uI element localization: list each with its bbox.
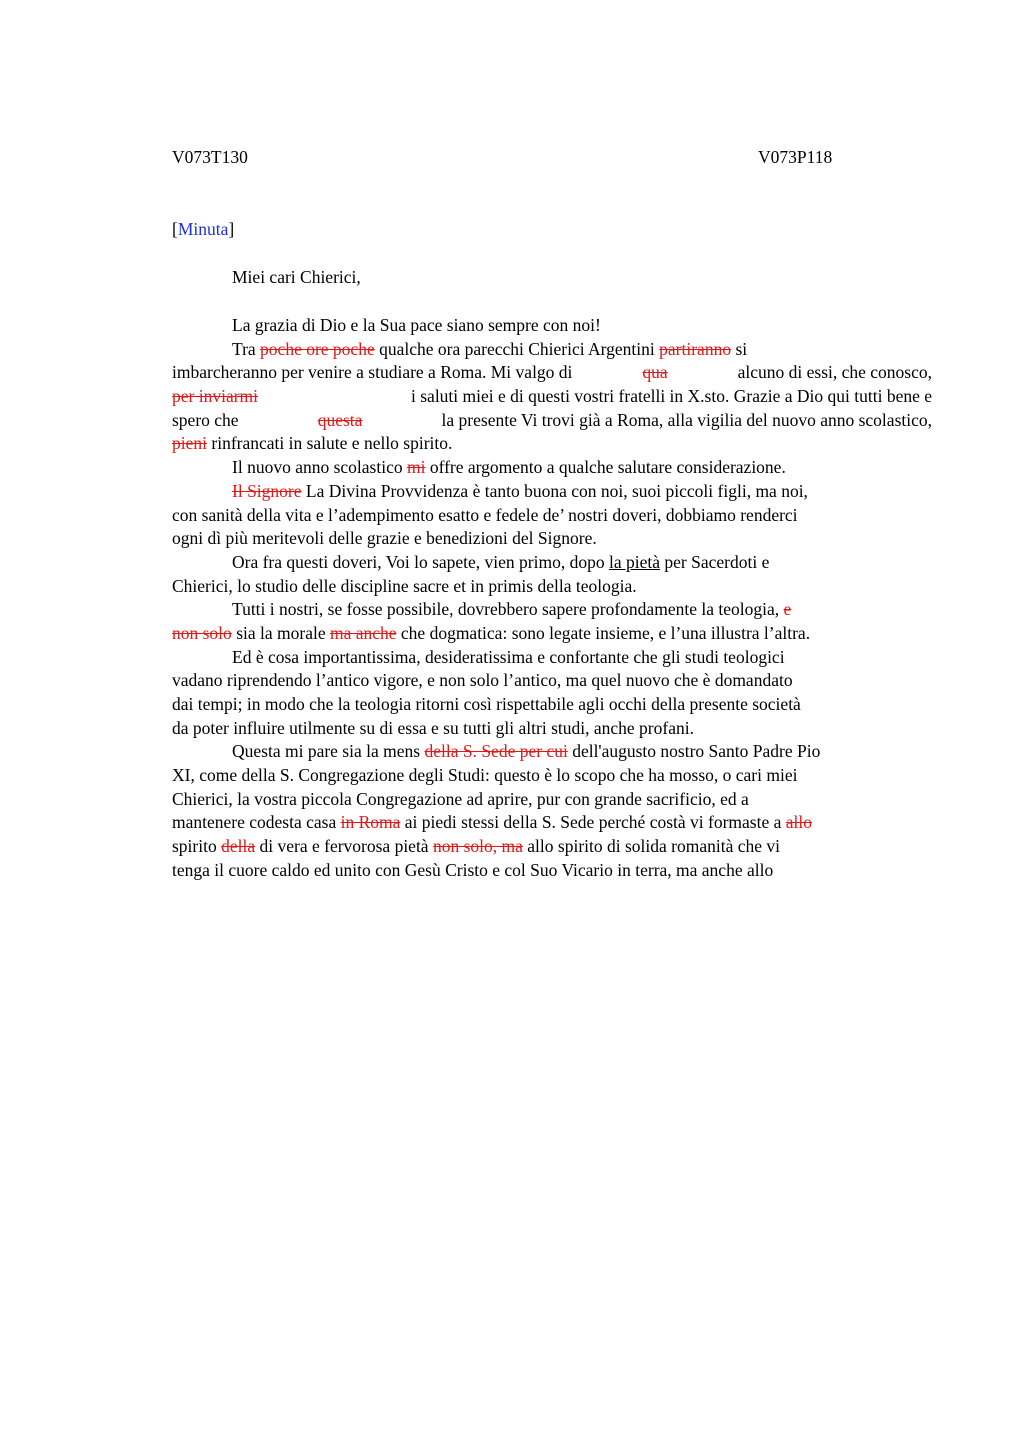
text-line [172,835,932,859]
text-line [172,575,932,599]
text-run: La grazia di Dio e la Sua pace siano sempre con noi! [232,315,601,335]
bracket-close: ] [228,219,235,239]
text-line [172,764,932,788]
deleted-text: non solo, ma [432,836,523,857]
deleted-text: ma anche [329,622,397,643]
deleted-text: Il Signore [232,480,302,501]
deleted-text: partiranno [659,338,732,359]
text-run: Ed è cosa importantissima, desideratissima e confortante che gli studi teologici [232,646,785,667]
text-run: ogni dì più meritevoli delle grazie e benedizioni del Signore. [172,528,597,549]
text-run: vadano riprendendo l’antico vigore, e non solo l’antico, ma quel nuovo che è domandato [172,670,793,691]
text-line [172,361,932,385]
text-line [172,527,932,551]
text-line [172,740,932,764]
deleted-text: questa [317,409,363,430]
text-line [172,811,932,835]
text-line [172,717,932,741]
text-line [172,432,932,456]
text-run: sia la morale [231,622,330,643]
deleted-text: pieni [172,433,207,454]
text-line [172,456,932,480]
text-run: offre argomento a qualche salutare considerazione. [425,457,786,478]
deleted-text: in Roma [340,812,401,833]
text-run: la presente Vi trovi già a Roma, alla vigilia del nuovo anno scolastico, [437,409,932,430]
text-run: alcuno di essi, che conosco, [733,362,932,383]
text-run: spero che [172,409,243,430]
text-run: per Sacerdoti e [660,551,770,572]
text-run: La Divina Provvidenza è tanto buona con noi, suoi piccoli figli, ma noi, [301,480,808,501]
text-run: Chierici, lo studio delle discipline sacre et in primis della teologia. [172,575,637,596]
text-run: Chierici, la vostra piccola Congregazione ad aprire, pur con grande sacrificio, ed a [172,788,749,809]
text-run: imbarcheranno per venire a studiare a Roma. Mi valgo di [172,362,577,383]
text-line [172,693,932,717]
text-line [172,504,932,528]
text-line [172,622,932,646]
text-line [172,409,932,433]
text-line [172,314,932,338]
text-run: ai piedi stessi della S. Sede perché costà vi formaste a [400,812,786,833]
deleted-text: poche ore poche [260,338,375,359]
deleted-text: qua [642,362,668,383]
underlined-text: la pietà [609,551,661,572]
letter-body [172,314,932,883]
deleted-text: allo [785,812,813,833]
text-run: da poter influire utilmente su di essa e su tutti gli altri studi, anche profani. [172,717,694,738]
text-line [172,598,932,622]
text-run: che dogmatica: sono legate insieme, e l’una illustra l’altra. [396,622,811,643]
text-run: XI, come della S. Congregazione degli Studi: questo è lo scopo che ha mosso, o cari miei [172,765,798,786]
deleted-text: per inviarmi [172,386,259,407]
text-run: Il nuovo anno scolastico [232,457,407,478]
text-run: qualche ora parecchi Chierici Argentini [374,338,660,359]
text-line [172,385,932,409]
text-run: mantenere codesta casa [172,812,341,833]
text-run: rinfrancati in salute e nello spirito. [207,433,453,454]
deleted-text: della S. Sede per cui [424,741,568,762]
text-line [172,480,932,504]
text-line [172,646,932,670]
deleted-text: mi [406,457,426,478]
text-run: Tutti i nostri, se fosse possibile, dovrebbero sapere profondamente la teologia, [232,599,784,620]
document-code-right: V073P118 [758,147,833,167]
text-run: si [731,338,748,359]
deleted-text: della [221,836,256,857]
text-line [172,338,932,362]
minuta-text: Minuta [177,219,229,239]
text-run: allo spirito di solida romanità che vi [522,836,781,857]
text-run: con sanità della vita e l’adempimento esatto e fedele de’ nostri doveri, dobbiamo renderci [172,504,798,525]
text-line [172,859,932,883]
text-line [172,669,932,693]
document-code-left: V073T130 [172,147,248,167]
text-run: tenga il cuore caldo ed unito con Gesù Cristo e col Suo Vicario in terra, ma anche allo [172,859,774,880]
text-run: Ora fra questi doveri, Voi lo sapete, vien primo, dopo [232,551,609,572]
deleted-text: non solo [172,622,232,643]
text-line [172,551,932,575]
minuta-label [172,218,234,242]
text-run: dell'augusto nostro Santo Padre Pio [567,741,821,762]
greeting: Miei cari Chierici, [232,267,361,287]
text-run: spirito [172,836,222,857]
text-run: dai tempi; in modo che la teologia ritorni così rispettabile agli occhi della presente società [172,694,801,714]
text-run: di vera e fervorosa pietà [255,836,433,857]
bracket-open: [ [172,219,178,239]
text-run: Questa mi pare sia la mens [232,741,425,762]
text-run: i saluti miei e di questi vostri fratelli in X.sto. Grazie a Dio qui tutti bene e [406,386,932,407]
text-line [172,788,932,812]
text-run: Tra [232,338,261,359]
deleted-text: e [783,599,792,620]
